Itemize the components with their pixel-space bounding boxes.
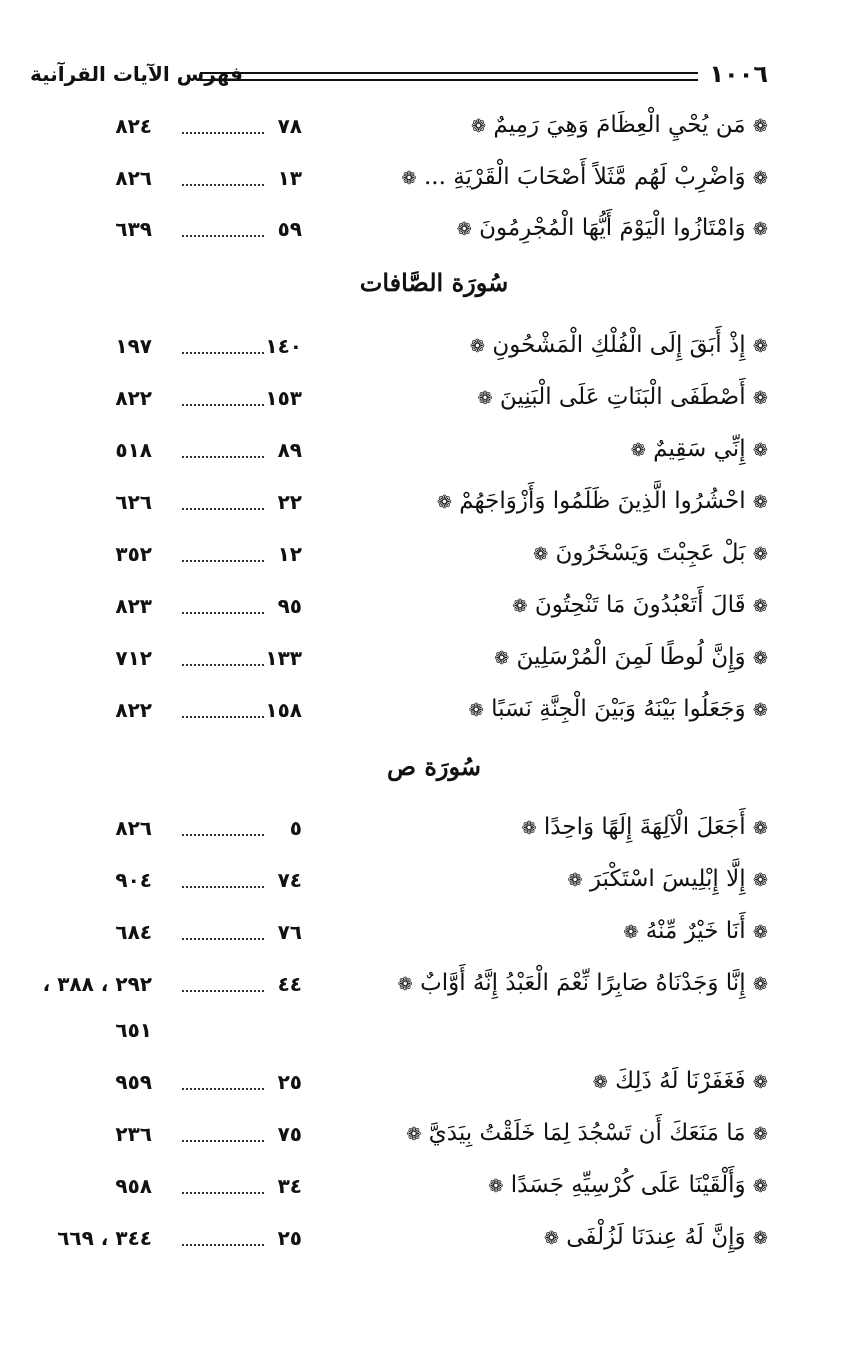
leader-dots (182, 508, 264, 510)
ornament-close-icon: ❁ (592, 1072, 608, 1093)
ornament-open-icon: ❁ (752, 974, 768, 995)
index-entry (0, 1168, 868, 1208)
index-entry (0, 914, 868, 954)
ayah-number: ٨٩ (277, 438, 302, 462)
ornament-open-icon: ❁ (752, 648, 768, 669)
ayah-number: ١٤٠ (265, 334, 302, 358)
ayah-number: ٧٨ (277, 114, 302, 138)
ayah-number: ٧٤ (277, 868, 302, 892)
ornament-open-icon: ❁ (752, 1124, 768, 1145)
index-entry (0, 588, 868, 628)
ornament-close-icon: ❁ (623, 922, 639, 943)
ornament-open-icon: ❁ (752, 440, 768, 461)
verse-text (477, 384, 768, 410)
verse-text (488, 1172, 768, 1198)
verse-words: وَجَعَلُوا بَيْنَهُ وَبَيْنَ الْجِنَّةِ نَسَبًا (491, 696, 746, 722)
page-refs: ٨٢٦ (115, 166, 152, 190)
verse-text (567, 866, 768, 892)
ayah-number: ١٢ (277, 542, 302, 566)
index-entry (0, 328, 868, 368)
verse-words: أَنَا خَيْرٌ مِّنْهُ (645, 918, 746, 944)
ornament-open-icon: ❁ (752, 544, 768, 565)
index-entry-continuation (0, 1012, 868, 1052)
ornament-open-icon: ❁ (752, 700, 768, 721)
verse-text (469, 696, 768, 722)
ayah-number: ٥٩ (277, 217, 302, 241)
index-entry (0, 640, 868, 680)
index-entry (0, 862, 868, 902)
verse-text (470, 332, 768, 358)
page-refs: ٦٣٩ (115, 217, 152, 241)
page-refs: ٨٢٢ (115, 386, 152, 410)
ornament-close-icon: ❁ (477, 388, 493, 409)
ayah-number: ١٣٣ (265, 646, 302, 670)
ornament-open-icon: ❁ (752, 492, 768, 513)
leader-dots (182, 834, 264, 836)
ayah-number: ٤٤ (277, 972, 302, 996)
ayah-number: ٢٥ (277, 1226, 302, 1250)
page-refs: ٧١٢ (115, 646, 152, 670)
leader-dots (182, 886, 264, 888)
leader-dots (182, 1140, 264, 1142)
ayah-number: ١٥٣ (265, 386, 302, 410)
verse-words: إِذْ أَبَقَ إِلَى الْفُلْكِ الْمَشْحُونِ (492, 332, 746, 358)
ornament-close-icon: ❁ (521, 818, 537, 839)
index-entry (0, 108, 868, 148)
ornament-open-icon: ❁ (752, 219, 768, 240)
page-refs: ٣٤٤ ، ٦٦٩ (57, 1226, 152, 1250)
page-refs: ٨٢٢ (115, 698, 152, 722)
verse-text (544, 1224, 768, 1250)
ornament-open-icon: ❁ (752, 1228, 768, 1249)
ornament-close-icon: ❁ (533, 544, 549, 565)
page-refs: ٨٢٤ (115, 114, 152, 138)
leader-dots (182, 1192, 264, 1194)
ornament-close-icon: ❁ (630, 440, 646, 461)
leader-dots (182, 132, 264, 134)
index-entry (0, 1064, 868, 1104)
verse-words: وَأَلْقَيْنَا عَلَى كُرْسِيِّهِ جَسَدًا (510, 1172, 746, 1198)
page-refs: ٨٢٦ (115, 816, 152, 840)
verse-text (623, 918, 768, 944)
ayah-number: ٥ (289, 816, 302, 840)
verse-text (457, 215, 768, 241)
verse-words: إِنِّي سَقِيمٌ (653, 436, 746, 462)
index-entry (0, 211, 868, 251)
leader-dots (182, 1244, 264, 1246)
ayah-number: ١٥٨ (265, 698, 302, 722)
page-refs: ٥١٨ (115, 438, 152, 462)
verse-text (402, 164, 768, 190)
ayah-number: ٧٥ (277, 1122, 302, 1146)
ornament-open-icon: ❁ (752, 388, 768, 409)
ayah-number: ١٣ (277, 166, 302, 190)
verse-words: وَامْتَازُوا الْيَوْمَ أَيُّهَا الْمُجْرِمُونَ (479, 215, 746, 241)
ornament-close-icon: ❁ (567, 870, 583, 891)
ornament-close-icon: ❁ (471, 116, 487, 137)
page-refs: ٢٩٢ ، ٣٨٨ ، (42, 972, 152, 996)
index-entry (0, 160, 868, 200)
header-double-rule (200, 72, 698, 81)
ornament-close-icon: ❁ (494, 648, 510, 669)
ornament-close-icon: ❁ (469, 336, 485, 357)
index-entry (0, 810, 868, 850)
index-entry (0, 536, 868, 576)
verse-text (521, 814, 768, 840)
verse-words: وَإِنَّ لَهُ عِندَنَا لَزُلْفَى (566, 1224, 746, 1250)
ornament-open-icon: ❁ (752, 168, 768, 189)
verse-text (494, 644, 768, 670)
verse-text (593, 1068, 768, 1094)
ornament-open-icon: ❁ (752, 870, 768, 891)
page-header (30, 60, 768, 94)
index-entry (0, 966, 868, 1006)
leader-dots (182, 184, 264, 186)
surah-heading-saffat: سُورَة الصَّافات (359, 268, 509, 297)
leader-dots (182, 664, 264, 666)
leader-dots (182, 612, 264, 614)
ornament-close-icon: ❁ (512, 596, 528, 617)
leader-dots (182, 560, 264, 562)
verse-text (398, 970, 768, 996)
leader-dots (182, 404, 264, 406)
ornament-open-icon: ❁ (752, 818, 768, 839)
index-entry (0, 1116, 868, 1156)
verse-text (471, 112, 768, 138)
leader-dots (182, 1088, 264, 1090)
verse-words: فَغَفَرْنَا لَهُ ذَلِكَ (615, 1068, 746, 1094)
ornament-open-icon: ❁ (752, 1072, 768, 1093)
surah-heading-sad: سُورَة ص (386, 752, 482, 781)
verse-words: مَن يُحْيِ الْعِظَامَ وَهِيَ رَمِيمٌ (493, 112, 746, 138)
verse-words: وَاضْرِبْ لَهُم مَّثَلاً أَصْحَابَ الْقَرْيَةِ ... (423, 164, 746, 190)
ornament-close-icon: ❁ (401, 168, 417, 189)
page-refs: ٦٢٦ (115, 490, 152, 514)
ayah-number: ٢٥ (277, 1070, 302, 1094)
ornament-close-icon: ❁ (397, 974, 413, 995)
ayah-number: ٢٢ (277, 490, 302, 514)
page-number: ١٠٠٦ (709, 60, 768, 88)
verse-words: إِنَّا وَجَدْنَاهُ صَابِرًا نِّعْمَ الْعَبْدُ إِنَّهُ أَوَّابٌ (420, 970, 746, 996)
verse-words: بَلْ عَجِبْتَ وَيَسْخَرُونَ (555, 540, 746, 566)
ayah-number: ٩٥ (277, 594, 302, 618)
leader-dots (182, 716, 264, 718)
leader-dots (182, 990, 264, 992)
page-refs-continued: ٦٥١ (115, 1018, 152, 1042)
ayah-number: ٧٦ (277, 920, 302, 944)
verse-text (533, 540, 768, 566)
verse-text (512, 592, 768, 618)
ornament-open-icon: ❁ (752, 922, 768, 943)
page-refs: ٢٣٦ (115, 1122, 152, 1146)
ayah-number: ٣٤ (277, 1174, 302, 1198)
verse-words: وَإِنَّ لُوطًا لَمِنَ الْمُرْسَلِينَ (516, 644, 746, 670)
index-entry (0, 380, 868, 420)
page-refs: ٣٥٢ (115, 542, 152, 566)
ornament-close-icon: ❁ (488, 1176, 504, 1197)
running-title: فهرس الآيات القرآنية (30, 62, 243, 86)
page-refs: ٩٠٤ (115, 868, 152, 892)
verse-text (437, 488, 768, 514)
verse-words: مَا مَنَعَكَ أَن تَسْجُدَ لِمَا خَلَقْتُ بِيَدَيَّ (428, 1120, 746, 1146)
ornament-open-icon: ❁ (752, 336, 768, 357)
ornament-open-icon: ❁ (752, 116, 768, 137)
index-entry (0, 692, 868, 732)
ornament-close-icon: ❁ (436, 492, 452, 513)
verse-text (631, 436, 768, 462)
verse-words: قَالَ أَتَعْبُدُونَ مَا تَنْحِتُونَ (534, 592, 746, 618)
page-refs: ١٩٧ (115, 334, 152, 358)
leader-dots (182, 456, 264, 458)
verse-words: احْشُرُوا الَّذِينَ ظَلَمُوا وَأَزْوَاجَهُمْ (459, 488, 746, 514)
index-entry (0, 1220, 868, 1260)
ornament-close-icon: ❁ (406, 1124, 422, 1145)
verse-words: أَصْطَفَى الْبَنَاتِ عَلَى الْبَنِينَ (499, 384, 746, 410)
index-entry (0, 484, 868, 524)
leader-dots (182, 235, 264, 237)
verse-text (406, 1120, 768, 1146)
page-refs: ٩٥٩ (115, 1070, 152, 1094)
leader-dots (182, 352, 264, 354)
page-refs: ٨٢٣ (115, 594, 152, 618)
ornament-close-icon: ❁ (468, 700, 484, 721)
page-refs: ٩٥٨ (115, 1174, 152, 1198)
ornament-close-icon: ❁ (456, 219, 472, 240)
page-refs: ٦٨٤ (115, 920, 152, 944)
index-entry (0, 432, 868, 472)
ornament-open-icon: ❁ (752, 596, 768, 617)
leader-dots (182, 938, 264, 940)
ornament-close-icon: ❁ (543, 1228, 559, 1249)
ornament-open-icon: ❁ (752, 1176, 768, 1197)
verse-words: إِلَّا إِبْلِيسَ اسْتَكْبَرَ (589, 866, 746, 892)
verse-words: أَجَعَلَ الْآلِهَةَ إِلَهًا وَاحِدًا (543, 814, 746, 840)
